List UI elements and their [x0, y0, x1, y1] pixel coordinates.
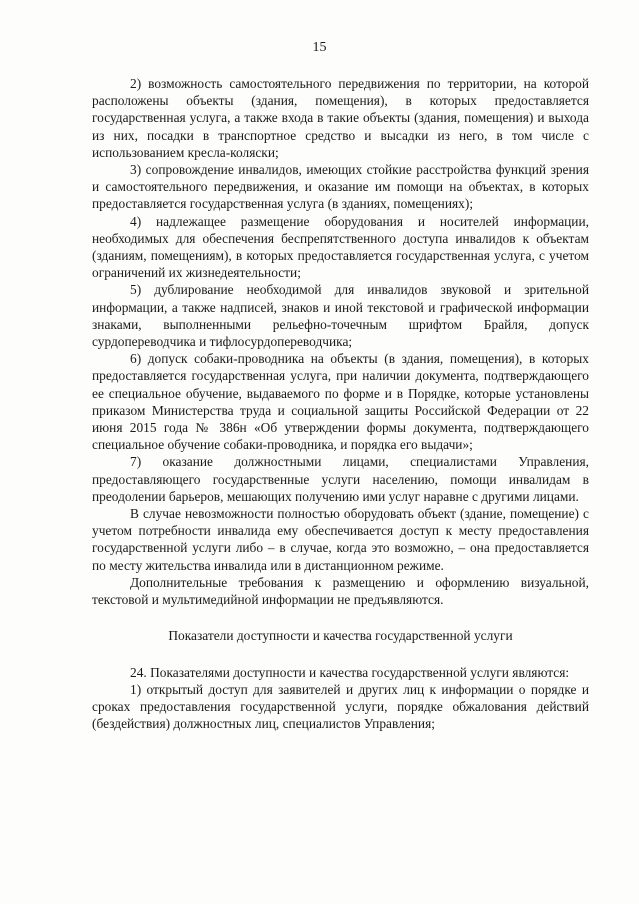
paragraph: 24. Показателями доступности и качества государственной услуги являются:: [130, 664, 570, 680]
section-heading: Показатели доступности и качества государственной услуги: [168, 628, 513, 644]
paragraph: 7) оказание должностными лицами, специалистами Управления, предоставляющего государственные услуги населению, помощи инвалидам в преодолении барьеров, мешающих получению ими услуг наравне с другими лицами.: [92, 454, 589, 504]
document-body: [92, 75, 589, 732]
paragraph: Дополнительные требования к размещению и оформлению визуальной, текстовой и мультимедийной информации не предъявляются.: [92, 574, 589, 608]
paragraph: 3) сопровождение инвалидов, имеющих стойкие расстройства функций зрения и самостоятельного передвижения, и оказание им помощи на объектах, в которых предоставляется государственная услуга (в зданиях, помещениях);: [92, 162, 589, 212]
paragraph: 4) надлежащее размещение оборудования и носителей информации, необходимых для обеспечения беспрепятственного доступа инвалидов к объектам (зданиям, помещениям), в которых предоставляется государственная услуга, с учетом ограничений их жизнедеятельности;: [92, 213, 589, 281]
paragraph: 1) открытый доступ для заявителей и других лиц к информации о порядке и сроках предоставления государственной услуги, порядке обжалования действий (бездействия) должностных лиц, специалистов Управления;: [92, 681, 589, 732]
paragraph: В случае невозможности полностью оборудовать объект (здание, помещение) с учетом потребности инвалида ему обеспечивается доступ к месту предоставления государственной услуги либо – в случае, когда это возможно, – она предоставляется по месту жительства инвалида или в дистанционном режиме.: [92, 506, 589, 573]
paragraph: 2) возможность самостоятельного передвижения по территории, на которой расположены объекты (здания, помещения), в которых предоставляется государственная услуга, а также входа в такие объекты (здания, помещения) и выхода из них, посадки в транспортное средство и высадки из него, в том числе с использованием кресла-коляски;: [92, 76, 589, 160]
page-number: 15: [312, 40, 327, 55]
paragraph: 5) дублирование необходимой для инвалидов звуковой и зрительной информации, а также надписей, знаков и иной текстовой и графической информации знаками, выполненными рельефно-точечным шрифтом Брайля, допуск сурдопереводчика и тифлосурдопереводчика;: [92, 282, 589, 350]
paragraph: 6) допуск собаки-проводника на объекты (в здания, помещения), в которых предоставляется государственная услуга, при наличии документа, подтверждающего ее специальное обучение, выдаваемого по форме и в Порядке, которые установлены приказом Министерства труда и социальной защиты Российской Федерации от 22 июня 2015 года № 386н «Об утверждении формы документа, подтверждающего специальное обучение собаки-проводника, и порядка его выдачи»;: [92, 351, 589, 453]
